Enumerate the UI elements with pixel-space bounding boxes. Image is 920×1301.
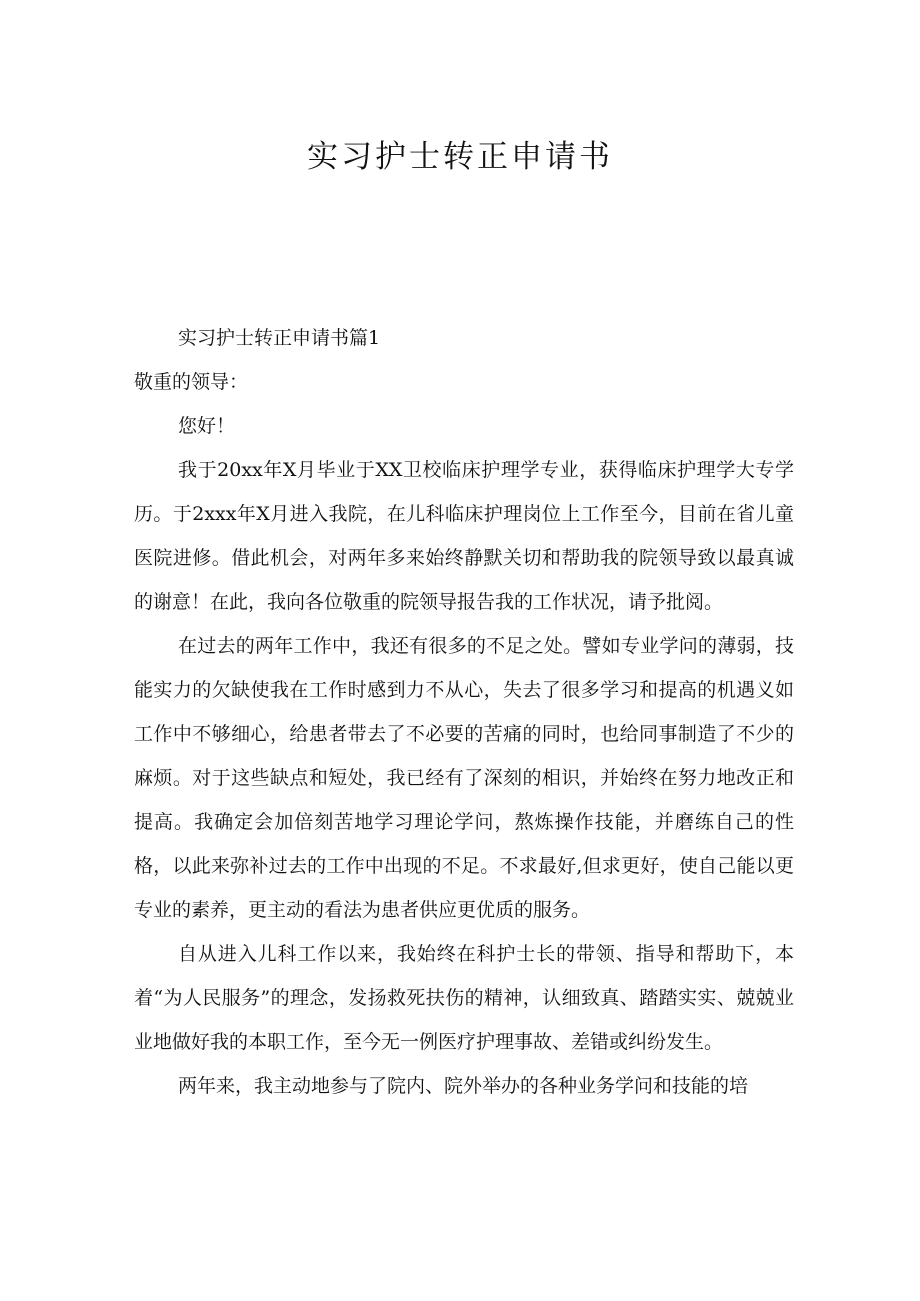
greeting: 您好！ — [178, 415, 236, 437]
document-subtitle: 实习护士转正申请书篇1 — [178, 327, 381, 349]
document-body — [134, 316, 794, 1108]
salutation: 敬重的领导： — [134, 371, 249, 393]
paragraph-4: 两年来，我主动地参与了院内、院外举办的各种业务学问和技能的培 — [178, 1075, 749, 1097]
paragraph-3: 自从进入儿科工作以来，我始终在科护士长的带领、指导和帮助下，本着“为人民服务”的理念，发扬救死扶伤的精神，认细致真、踏踏实实、兢兢业业地做好我的本职工作，至今无一例医疗护理事故、差错或纠纷发生。 — [134, 943, 794, 1053]
paragraph-2: 在过去的两年工作中，我还有很多的不足之处。譬如专业学问的薄弱，技能实力的欠缺使我在工作时感到力不从心，失去了很多学习和提高的机遇义如工作中不够细心，给患者带去了不必要的苦痛的同时，也给同事制造了不少的麻烦。对于这些缺点和短处，我已经有了深刻的相识，并始终在努力地改正和提高。我确定会加倍刻苦地学习理论学问，熬炼操作技能，并磨练自己的性格，以此来弥补过去的工作中出现的不足。不求最好,但求更好，使自己能以更专业的素养，更主动的看法为患者供应更优质的服务。 — [134, 635, 794, 921]
document-title: 实习护士转正申请书 — [307, 139, 613, 175]
paragraph-1: 我于20xx年X月毕业于XX卫校临床护理学专业，获得临床护理学大专学历。于2xxx年X月进入我院，在儿科临床护理岗位上工作至今，目前在省儿童医院进修。借此机会，对两年多来始终静默关切和帮助我的院领导致以最真诚的谢意！在此，我向各位敬重的院领导报告我的工作状况，请予批阅。 — [134, 459, 794, 613]
